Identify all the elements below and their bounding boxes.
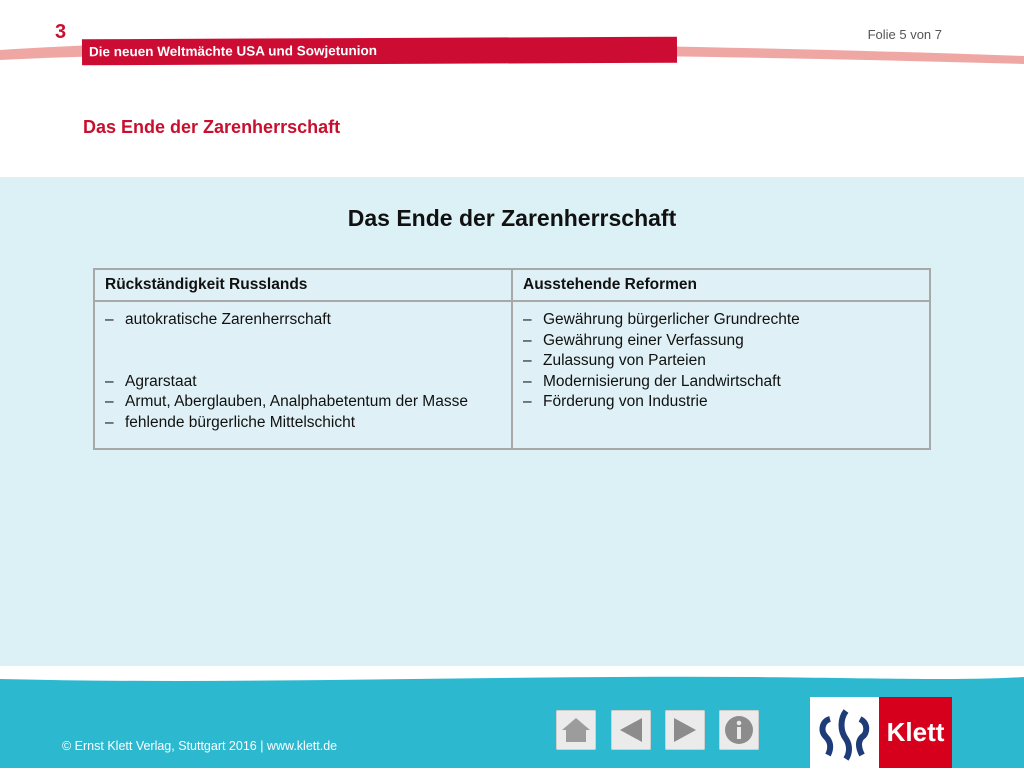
list-item: – Zulassung von Parteien xyxy=(521,351,921,372)
dash-bullet: – xyxy=(523,393,532,410)
column-header: Rückständigkeit Russlands xyxy=(94,269,512,301)
table-row xyxy=(94,301,930,449)
dash-bullet: – xyxy=(523,311,532,328)
list-item: – Gewährung bürgerlicher Grundrechte xyxy=(521,310,921,331)
list-item: – Armut, Aberglauben, Analphabetentum der Masse xyxy=(103,392,503,413)
dash-bullet: – xyxy=(105,311,114,328)
backwardness-list xyxy=(103,310,503,433)
list-item: – Agrarstaat xyxy=(103,372,503,393)
copyright-text: © Ernst Klett Verlag, Stuttgart 2016 | www.klett.de xyxy=(62,739,338,753)
dash-bullet: – xyxy=(105,372,114,390)
info-button[interactable] xyxy=(719,710,759,750)
previous-arrow-icon xyxy=(616,715,646,745)
section-title: Das Ende der Zarenherrschaft xyxy=(83,117,341,137)
table-cell xyxy=(94,301,512,449)
table-header-row xyxy=(94,269,930,301)
list-item: – fehlende bürgerliche Mittelschicht xyxy=(103,413,503,434)
content-panel xyxy=(0,177,1024,666)
chapter-number: 3 xyxy=(55,21,67,43)
slide-counter: Folie 5 von 7 xyxy=(867,27,942,42)
chapter-banner: Die neuen Weltmächte USA und Sowjetunion xyxy=(82,37,677,66)
klett-logo-text: Klett xyxy=(879,697,952,768)
dash-bullet: – xyxy=(105,413,114,431)
column-header: Ausstehende Reformen xyxy=(512,269,930,301)
reform-table xyxy=(93,268,931,450)
main-heading: Das Ende der Zarenherrschaft xyxy=(347,205,677,231)
list-item: – Modernisierung der Landwirtschaft xyxy=(521,372,921,393)
reforms-list xyxy=(521,310,921,413)
next-arrow-icon xyxy=(670,715,700,745)
home-icon xyxy=(561,716,591,744)
dash-bullet: – xyxy=(523,331,532,349)
previous-button[interactable] xyxy=(611,710,651,750)
dash-bullet: – xyxy=(105,393,114,410)
list-item: – autokratische Zarenherrschaft xyxy=(103,310,503,331)
info-icon xyxy=(723,714,755,746)
dash-bullet: – xyxy=(523,352,532,369)
list-item: – Gewährung einer Verfassung xyxy=(521,331,921,352)
home-button[interactable] xyxy=(556,710,596,750)
klett-symbol-icon xyxy=(810,697,879,768)
list-item: – Förderung von Industrie xyxy=(521,392,921,413)
next-button[interactable] xyxy=(665,710,705,750)
table-cell xyxy=(512,301,930,449)
dash-bullet: – xyxy=(523,372,532,390)
